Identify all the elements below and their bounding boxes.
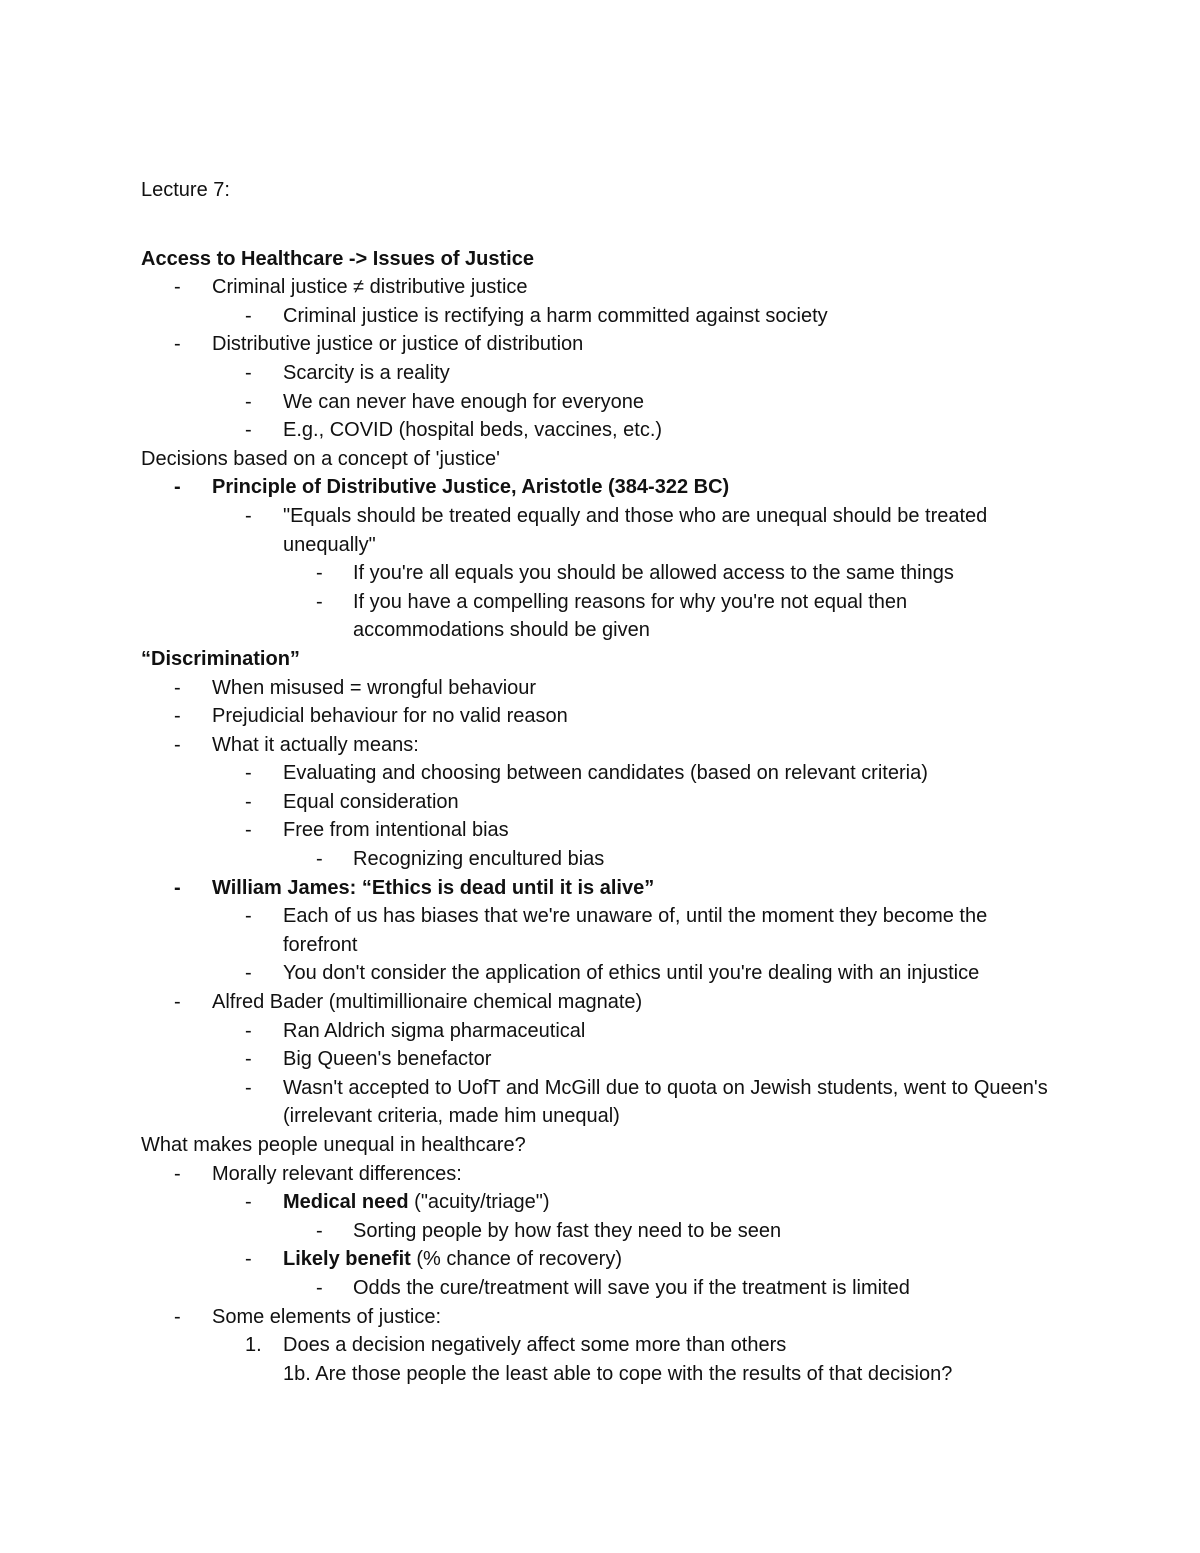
list-item <box>141 788 1061 817</box>
item-text: (% chance of recovery) <box>410 1248 623 1271</box>
list-item <box>141 359 1061 388</box>
bullet-marker: - <box>245 962 252 985</box>
bullet-marker: - <box>245 1019 252 1042</box>
item-text: If you're all equals you should be allowed access to the same things <box>353 562 954 585</box>
bullet-marker: - <box>245 905 252 928</box>
item-text: If you have a compelling reasons for why you're not equal then accommodations should be given <box>353 590 908 642</box>
item-text: When misused = wrongful behaviour <box>212 676 537 699</box>
list-item <box>141 1074 1061 1131</box>
item-text: Morally relevant differences: <box>212 1162 462 1185</box>
bullet-marker: - <box>174 876 181 899</box>
section-heading-unequal: What makes people unequal in healthcare? <box>141 1134 526 1156</box>
bullet-marker: - <box>316 562 323 585</box>
item-text: Each of us has biases that we're unaware of, until the moment they become the forefront <box>283 905 988 956</box>
list-item <box>141 731 1061 760</box>
list-item <box>141 902 1061 959</box>
bullet-marker: - <box>245 1048 252 1071</box>
bullet-marker: - <box>245 504 252 527</box>
item-text: Sorting people by how fast they need to be seen <box>353 1219 782 1242</box>
list-item <box>141 473 1061 502</box>
bullet-marker: - <box>245 304 252 327</box>
item-text: Equal consideration <box>283 790 459 813</box>
list-item <box>141 874 1061 903</box>
item-text: You don't consider the application of ethics until you're dealing with an injustice <box>283 962 980 985</box>
bullet-marker: - <box>245 1191 252 1214</box>
item-text: Some elements of justice: <box>212 1305 441 1328</box>
bullet-marker: - <box>245 419 252 442</box>
item-text: 1b. Are those people the least able to cope with the results of that decision? <box>283 1362 953 1385</box>
item-text: Ran Aldrich sigma pharmaceutical <box>283 1019 586 1042</box>
bullet-marker: - <box>174 676 181 699</box>
bullet-marker: - <box>245 790 252 813</box>
list-item <box>141 588 973 645</box>
list-item <box>141 416 1061 445</box>
item-text: Free from intentional bias <box>283 819 509 842</box>
item-text: Evaluating and choosing between candidates (based on relevant criteria) <box>283 762 928 785</box>
bullet-marker: - <box>316 590 323 613</box>
lecture-title: Lecture 7: <box>141 179 230 201</box>
numbered-subitem <box>141 1360 1061 1389</box>
bullet-marker: - <box>174 1162 181 1185</box>
list-item <box>141 1217 1061 1246</box>
spacer <box>141 205 1061 245</box>
list-item <box>141 1160 1061 1189</box>
item-text: Recognizing encultured bias <box>353 848 605 871</box>
item-text: Big Queen's benefactor <box>283 1048 492 1071</box>
list-item <box>141 759 1061 788</box>
bullet-marker: - <box>174 333 181 356</box>
list-item <box>141 988 1061 1017</box>
numbered-item <box>141 1331 1061 1360</box>
document-body <box>141 176 1061 1388</box>
item-text: William James: “Ethics is dead until it is alive” <box>212 876 655 899</box>
item-text: Distributive justice or justice of distribution <box>212 333 584 356</box>
bullet-marker: - <box>316 1219 323 1242</box>
section-heading-discrimination: “Discrimination” <box>141 647 300 670</box>
item-text: Wasn't accepted to UofT and McGill due to quota on Jewish students, went to Queen's (irrelevant criteria, made him unequal) <box>283 1076 1048 1128</box>
list-item <box>141 302 1061 331</box>
bullet-marker: - <box>174 991 181 1014</box>
bullet-marker: - <box>174 276 181 299</box>
bullet-marker: - <box>245 1248 252 1271</box>
item-text: Scarcity is a reality <box>283 361 450 384</box>
bullet-marker: - <box>316 848 323 871</box>
list-item <box>141 1045 1061 1074</box>
section-heading-decisions: Decisions based on a concept of 'justice' <box>141 447 500 470</box>
bullet-marker: - <box>245 819 252 842</box>
list-item <box>141 273 1061 302</box>
list-item <box>141 816 1061 845</box>
item-text: Criminal justice is rectifying a harm committed against society <box>283 304 828 327</box>
item-text: ("acuity/triage") <box>408 1191 550 1214</box>
bullet-marker: - <box>245 762 252 785</box>
item-bold-text: Likely benefit <box>283 1248 411 1271</box>
list-item <box>141 388 1061 417</box>
bullet-marker: - <box>174 1305 181 1328</box>
list-item <box>141 330 1061 359</box>
item-text: Prejudicial behaviour for no valid reason <box>212 705 568 728</box>
bullet-marker: - <box>245 361 252 384</box>
list-item <box>141 959 1061 988</box>
list-item <box>141 845 1061 874</box>
list-item <box>141 1303 1061 1332</box>
list-item <box>141 1017 1061 1046</box>
list-item <box>141 1274 1061 1303</box>
list-item <box>141 559 1061 588</box>
bullet-marker: - <box>245 390 252 413</box>
item-text: "Equals should be treated equally and those who are unequal should be treated unequally" <box>283 504 988 556</box>
bullet-marker: - <box>174 733 181 756</box>
item-text: E.g., COVID (hospital beds, vaccines, etc.) <box>283 419 663 442</box>
section-heading-access: Access to Healthcare -> Issues of Justice <box>141 247 534 270</box>
list-item <box>141 674 1061 703</box>
item-text: Alfred Bader (multimillionaire chemical magnate) <box>212 991 643 1014</box>
bullet-marker: - <box>174 705 181 728</box>
bullet-marker: - <box>245 1076 252 1099</box>
list-item <box>141 1245 1061 1274</box>
list-item <box>141 702 1061 731</box>
item-text: What it actually means: <box>212 733 419 756</box>
number-marker: 1. <box>245 1334 262 1357</box>
item-text: We can never have enough for everyone <box>283 390 644 413</box>
item-text: Odds the cure/treatment will save you if the treatment is limited <box>353 1276 910 1299</box>
list-item <box>141 502 1061 559</box>
item-bold-text: Medical need <box>283 1191 409 1214</box>
item-text: Criminal justice ≠ distributive justice <box>212 276 528 299</box>
bullet-marker: - <box>316 1276 323 1299</box>
item-text: Principle of Distributive Justice, Aristotle (384-322 BC) <box>212 476 730 499</box>
bullet-marker: - <box>174 476 181 499</box>
item-text: Does a decision negatively affect some more than others <box>283 1334 787 1357</box>
list-item <box>141 1188 1061 1217</box>
